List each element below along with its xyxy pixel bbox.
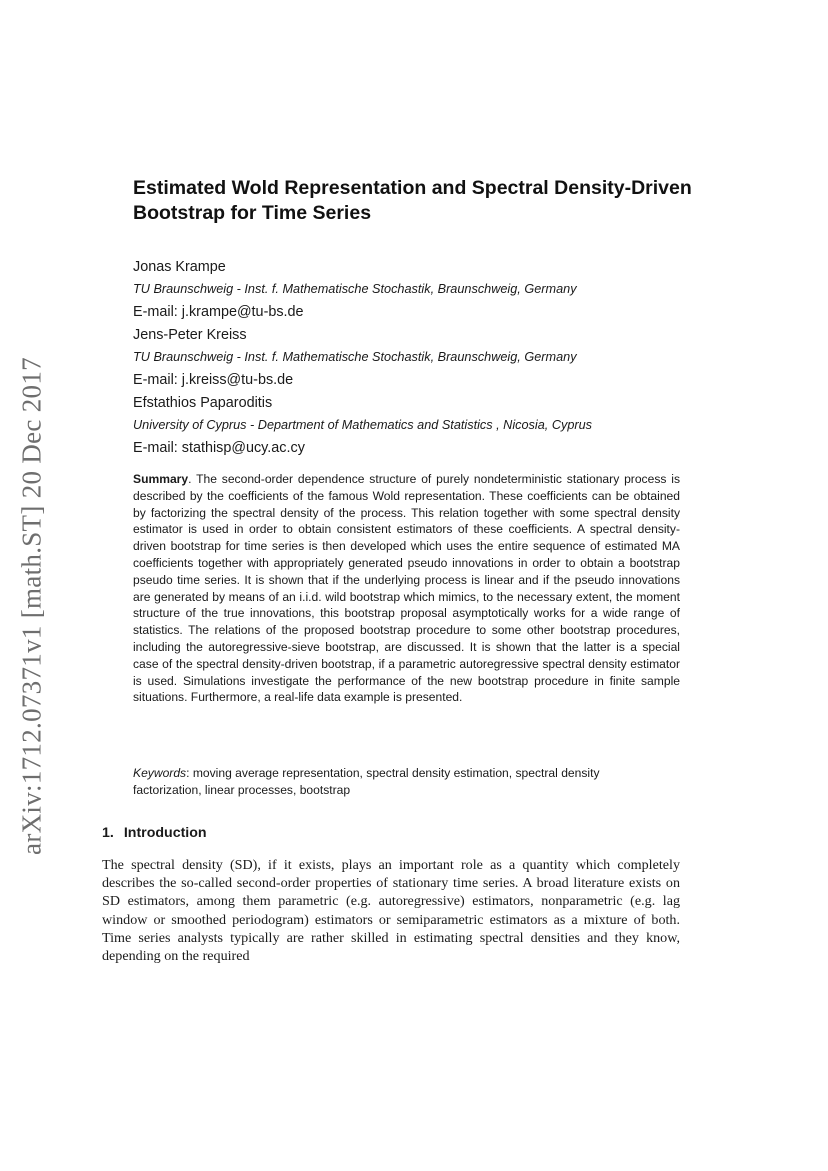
abstract-text: . The second-order dependence structure of purely nondeterministic stationary process is described by the coefficients of the famous Wold representation. These coefficients can be obtained by factorizing the spectral density of the process. This relation together with some spectral density estimator is used in order to obtain consistent estimators of these coefficients. A spectral density-driven bootstrap for time series is then developed which uses the entire sequence of estimated MA coefficients together with appropriately generated pseudo innovations in order to obtain a bootstrap pseudo time series. It is shown that if the underlying process is linear and if the pseudo innovations are generated by means of an i.i.d. wild bootstrap which mimics, to the necessary extent, the moment structure of the true innovations, this bootstrap proposal asymptotically works for a wide range of statistics. The relations of the proposed bootstrap procedure to some other bootstrap procedures, including the autoregressive-sieve bootstrap, are discussed. It is shown that the latter is a special case of the spectral density-driven bootstrap, if a parametric autoregressive spectral density estimator is used. Simulations investigate the performance of the new bootstrap procedure in finite sample situations. Furthermore, a real-life data example is presented.	[133, 472, 680, 705]
author-affiliation: University of Cyprus - Department of Mathematics and Statistics , Nicosia, Cyprus	[133, 418, 593, 432]
intro-paragraph: The spectral density (SD), if it exists, plays an important role as a quantity which completely describes the so-called second-order properties of stationary time series. A broad literature exists on SD estimators, among them parametric (e.g. autoregressive) estimators, nonparametric (e.g. lag window or smoothed periodogram) estimators or semiparametric estimators as a mixture of both. Time series analysts typically are rather skilled in estimating spectral densities and they know, depending on the required	[102, 857, 680, 965]
author-affiliation: TU Braunschweig - Inst. f. Mathematische Stochastik, Braunschweig, Germany	[133, 282, 577, 296]
author-block	[133, 256, 733, 460]
author-email: E-mail: stathisp@ucy.ac.cy	[133, 440, 305, 456]
author-email: E-mail: j.kreiss@tu-bs.de	[133, 372, 294, 388]
section-title: Introduction	[123, 825, 207, 841]
paper-title: Estimated Wold Representation and Spectral Density-Driven Bootstrap for Time Series	[133, 177, 692, 224]
section-number: 1.	[102, 825, 114, 841]
section-heading	[102, 825, 207, 841]
author-affiliation: TU Braunschweig - Inst. f. Mathematische Stochastik, Braunschweig, Germany	[133, 350, 577, 364]
arxiv-identifier	[14, 348, 50, 864]
keywords-text: : moving average representation, spectral density estimation, spectral density factorization, linear processes, bootstrap	[133, 766, 600, 797]
author-name: Efstathios Paparoditis	[133, 395, 273, 411]
author-email: E-mail: j.krampe@tu-bs.de	[133, 304, 304, 320]
abstract	[133, 471, 680, 706]
author-name: Jonas Krampe	[133, 259, 226, 275]
arxiv-identifier-text: arXiv:1712.07371v1 [math.ST] 20 Dec 2017	[16, 357, 47, 855]
keywords	[133, 765, 663, 799]
keywords-label: Keywords	[133, 766, 187, 780]
abstract-label: Summary	[133, 472, 189, 486]
author-name: Jens-Peter Kreiss	[133, 327, 247, 343]
